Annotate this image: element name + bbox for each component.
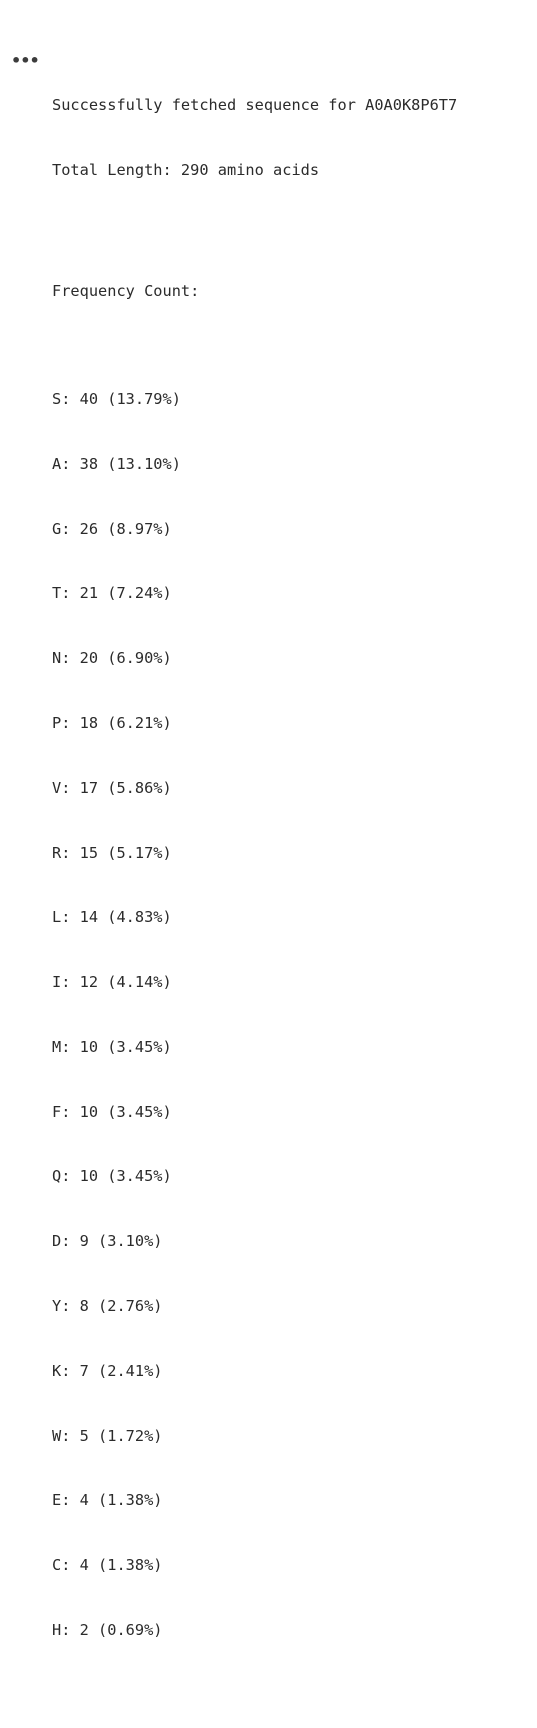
frequency-line: Y: 8 (2.76%): [52, 1297, 163, 1316]
frequency-line: S: 40 (13.79%): [52, 390, 181, 409]
frequency-line: H: 2 (0.69%): [52, 1620, 163, 1639]
frequency-line: R: 15 (5.17%): [52, 843, 172, 862]
frequency-line: K: 7 (2.41%): [52, 1361, 163, 1380]
output-stream: [52, 9, 457, 1728]
frequency-list: [52, 346, 457, 1685]
frequency-line: P: 18 (6.21%): [52, 714, 172, 732]
frequency-line: E: 4 (1.38%): [52, 1491, 163, 1510]
frequency-line: N: 20 (6.90%): [52, 649, 172, 668]
ellipsis-icon[interactable]: •••: [11, 51, 39, 70]
frequency-line: G: 26 (8.97%): [52, 519, 172, 538]
output-gutter: [0, 0, 44, 534]
frequency-line: W: 5 (1.72%): [52, 1426, 163, 1445]
frequency-line: I: 12 (4.14%): [52, 973, 172, 992]
frequency-line: L: 14 (4.83%): [52, 908, 172, 927]
fetch-summary: [52, 52, 457, 225]
frequency-title: Frequency Count:: [52, 282, 200, 301]
frequency-line: M: 10 (3.45%): [52, 1037, 172, 1056]
frequency-line: V: 17 (5.86%): [52, 778, 172, 797]
fetch-message: Successfully fetched sequence for A0A0K8P6T7: [52, 96, 458, 115]
frequency-line: Q: 10 (3.45%): [52, 1167, 172, 1186]
frequency-line: T: 21 (7.24%): [52, 584, 172, 603]
total-length: Total Length: 290 amino acids: [52, 161, 320, 180]
frequency-line: C: 4 (1.38%): [52, 1556, 163, 1575]
frequency-line: D: 9 (3.10%): [52, 1232, 163, 1251]
frequency-line: A: 38 (13.10%): [52, 454, 181, 473]
frequency-line: F: 10 (3.45%): [52, 1102, 172, 1121]
